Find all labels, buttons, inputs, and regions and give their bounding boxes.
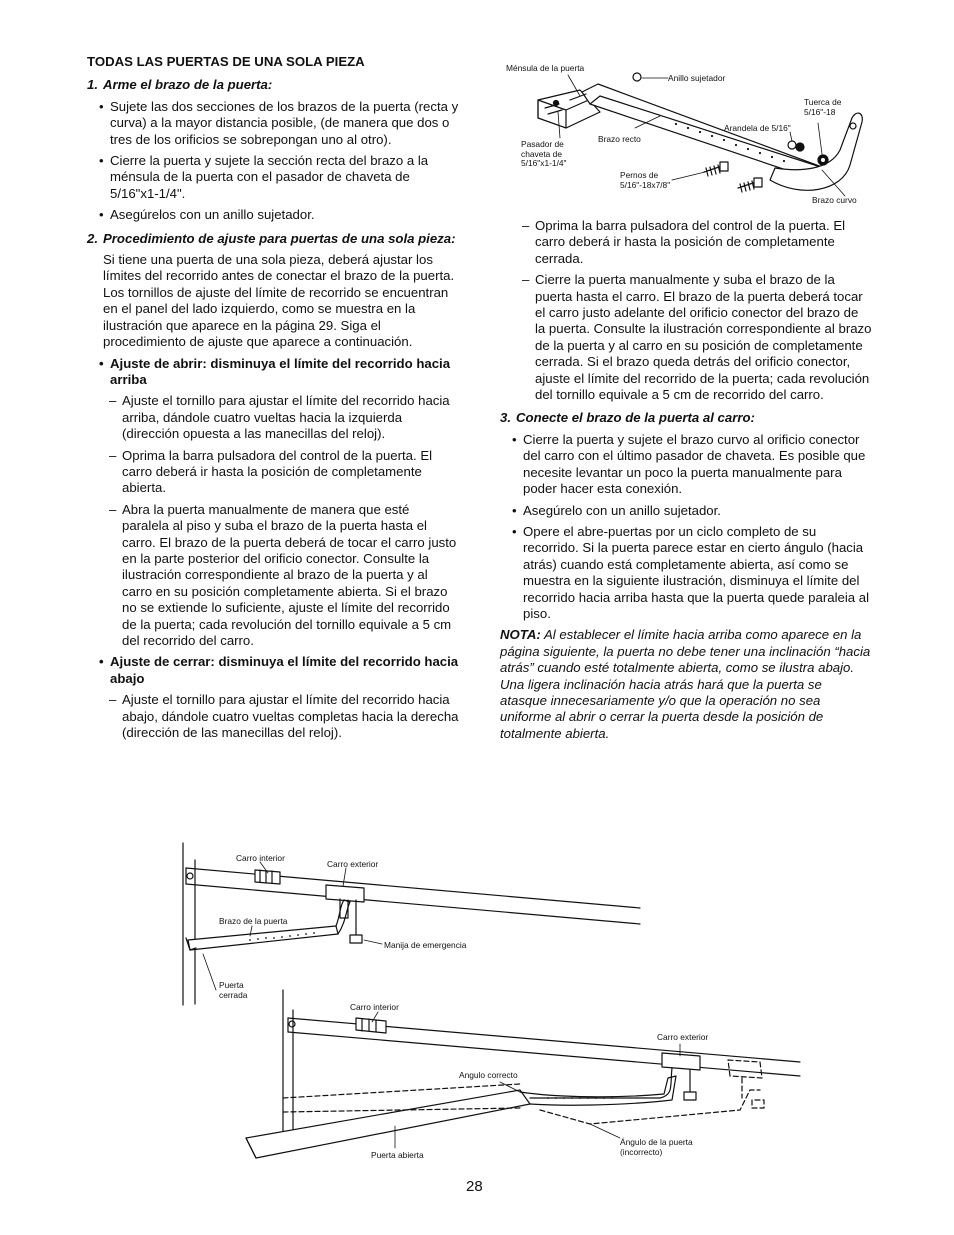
- door-panel-open: [246, 1090, 530, 1158]
- list-item: – Oprima la barra pulsadora del control de la puerta. El carro deberá ir hasta la posición de completamente abierta.: [87, 448, 459, 497]
- label-door-open: Puerta abierta: [371, 1150, 424, 1160]
- open-adjust-title: • Ajuste de abrir: disminuya el límite del recorrido hacia arriba: [87, 356, 459, 389]
- label-outer-carriage-open: Carro exterior: [657, 1032, 709, 1042]
- label-retaining-ring: Anillo sujetador: [668, 73, 726, 83]
- list-item: • Cierre la puerta y sujete el brazo curvo al orificio conector del carro con el último pasador de chaveta. Es posible que necesite levantar un poco la puerta manualmente para poder hacer esta conexión.: [500, 432, 872, 498]
- label-correct-angle: Angulo correcto: [459, 1070, 518, 1080]
- emergency-handle: [350, 900, 362, 943]
- list-item: • Asegúrelo con un anillo sujetador.: [500, 503, 872, 519]
- note-text: Al establecer el límite hacia arriba como aparece en la página siguiente, la puerta no debe tener una inclinación “hacia atrás” cuando esté totalmente abierta, como se ilustra abajo. Una ligera inclinación hacia atrás hará que la puerta se atasque innecesariamente y/o que la operación no sea uniforme al abrir o cerrar la puerta desde la posición de totalmente abierta.: [500, 627, 871, 741]
- label-outer-carriage-closed: Carro exterior: [327, 859, 379, 869]
- washer-drawing: [788, 141, 796, 149]
- step-1-title: 1. Arme el brazo de la puerta:: [87, 77, 273, 93]
- list-item: • Cierre la puerta y sujete la sección recta del brazo a la ménsula de la puerta con el pasador de chaveta de 5/16"x1-1/4".: [87, 153, 459, 202]
- step-2-title: 2. Procedimiento de ajuste para puertas de una sola pieza:: [87, 230, 456, 246]
- list-item: • Sujete las dos secciones de los brazos de la puerta (recta y curva) a la mayor distancia posible, (de manera que dos o tres de los orificios se sobrepongan uno al otro).: [87, 99, 459, 148]
- page-number: 28: [466, 1178, 483, 1195]
- list-item: – Abra la puerta manualmente de manera que esté paralela al piso y suba el brazo de la puerta hasta el carro. El brazo de la puerta deberá de tocar el carro justo en la parte posterior del orificio conector. Consulte la ilustración correspondiente al brazo de la puerta y al carro en su posición completamente abierta. Si el brazo no se extiende lo suficiente, ajuste el límite del recorrido de la puerta; cada revolución del tornillo equivale a 5 cm del recorrido del carro.: [87, 502, 459, 650]
- label-washer: Arandela de 5/16": [724, 123, 791, 133]
- section-heading: TODAS LAS PUERTAS DE UNA SOLA PIEZA: [87, 54, 365, 69]
- bolts-drawing: [704, 162, 762, 192]
- label-clevis-pin: Pasador de chaveta de 5/16"x1-1/4": [521, 139, 567, 169]
- list-item: – Ajuste el tornillo para ajustar el límite del recorrido hacia arriba, dándole cuatro vueltas hacia la izquierda (dirección opuesta a las manecillas del reloj).: [87, 393, 459, 442]
- door-arm-assembly-figure: [538, 73, 862, 196]
- label-inner-carriage-closed: Carro interior: [236, 853, 285, 863]
- label-emergency-handle: Manija de emergencia: [384, 940, 467, 950]
- note-label: NOTA:: [500, 627, 541, 643]
- list-item: – Cierre la puerta manualmente y suba el brazo de la puerta hasta el carro. El brazo de la puerta deberá tocar el carro justo adelante del orificio conector del brazo de la puerta. Consulte la ilustración correspondiente al brazo de la puerta y al carro en su posición de completamente cerrada. Si el brazo queda detrás del orificio conector, ajuste el límite del recorrido de la puerta; cada revolución del tornillo equivale a 5 cm de recorrido del carro.: [500, 272, 872, 403]
- inner-carriage-open: [356, 1018, 386, 1033]
- open-door-figure: [246, 990, 800, 1158]
- list-item: – Oprima la barra pulsadora del control de la puerta. El carro deberá ir hasta la posición de completamente cerrada.: [500, 218, 872, 267]
- label-inner-carriage-open: Carro interior: [350, 1002, 399, 1012]
- label-incorrect-angle: Ángulo de la puerta (incorrecto): [620, 1137, 693, 1157]
- label-bolts: Pernos de 5/16"-18x7/8": [620, 170, 671, 190]
- step-3-title: 3. Conecte el brazo de la puerta al carro:: [500, 410, 755, 426]
- label-straight-arm: Brazo recto: [598, 134, 641, 144]
- ring-drawing: [633, 73, 641, 81]
- label-nut: Tuerca de 5/16"-18: [804, 97, 842, 117]
- list-item: • Opere el abre-puertas por un ciclo completo de su recorrido. Si la puerta parece estar en cierto ángulo (hacia atrás) cuando está completamente abierta, así como se muestra en la siguiente ilustración, disminuya el límite del recorrido hacia arriba hasta que la puerta quede paraleia al piso.: [500, 524, 872, 622]
- list-item: • Asegúrelos con un anillo sujetador.: [87, 207, 459, 223]
- list-item: – Ajuste el tornillo para ajustar el límite del recorrido hacia abajo, dándole cuatro vueltas completas hacia la derecha (dirección de las manecillas del reloj).: [87, 692, 459, 741]
- label-door-arm-closed: Brazo de la puerta: [219, 916, 288, 926]
- label-door-closed: Puerta cerrada: [219, 980, 248, 1000]
- label-curved-arm: Brazo curvo: [812, 195, 857, 205]
- straight-arm-drawing: [582, 84, 830, 182]
- close-adjust-title: • Ajuste de cerrar: disminuya el límite del recorrido hacia abajo: [87, 654, 459, 687]
- label-door-bracket: Ménsula de la puerta: [506, 63, 585, 73]
- step-2-intro: Si tiene una puerta de una sola pieza, deberá ajustar los límites del recorrido antes de conectar el brazo de la puerta. Los tornillos de ajuste del límite de recorrido se encuentran en el panel del lado izquierdo, como se muestra en la ilustración que aparece en la página 29. Siga el procedimiento de ajuste que aparece a continuación.: [103, 252, 455, 350]
